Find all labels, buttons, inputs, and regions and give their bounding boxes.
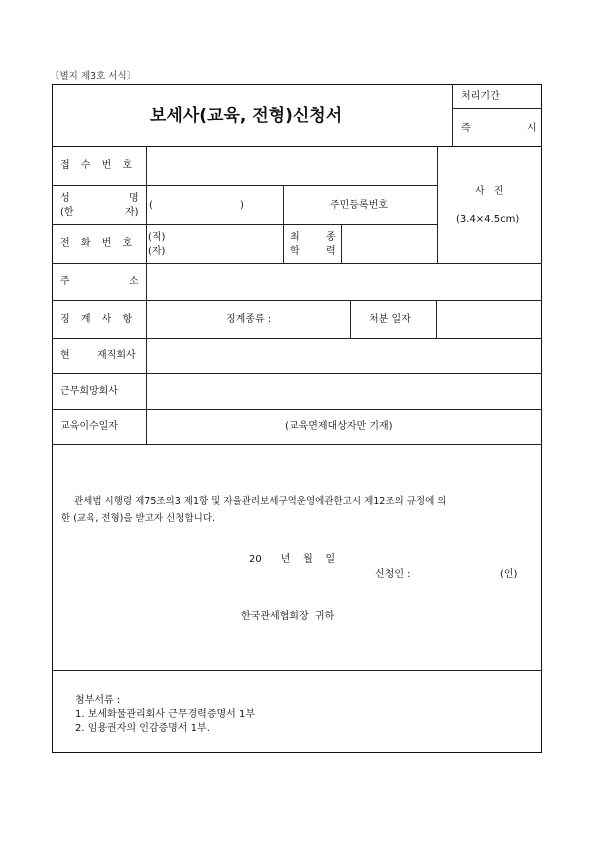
discipline-label: 징 계 사 항 bbox=[60, 314, 137, 325]
phone-label: 전 화 번 호 bbox=[60, 238, 137, 249]
resident-no-label: 주민등록번호 bbox=[330, 200, 388, 211]
statement-line-2: 한 (교육, 전형)을 받고자 신청합니다. bbox=[61, 513, 216, 524]
name-paren-open: ( bbox=[149, 200, 153, 211]
address-label-a: 주 bbox=[60, 276, 70, 287]
current-company-label-a: 현 bbox=[60, 350, 70, 361]
rule-row-7 bbox=[52, 409, 542, 410]
rule-processing-mid bbox=[452, 108, 542, 109]
rule-row-9 bbox=[52, 670, 542, 671]
processing-value-b: 시 bbox=[527, 123, 537, 134]
attachment-item-2: 2. 임용권자의 인감증명서 1부. bbox=[75, 723, 210, 734]
education-label-a1: 최 bbox=[290, 232, 300, 243]
statement-line-1: 관세법 시행령 제75조의3 제1항 및 자율관리보세구역운영에관한고시 제12조의 규정에 의 bbox=[74, 496, 447, 507]
processing-value-a: 즉 bbox=[461, 123, 471, 134]
current-company-label-b: 재직회사 bbox=[97, 350, 136, 361]
address-label-b: 소 bbox=[129, 276, 139, 287]
name-paren-close: ) bbox=[240, 200, 244, 211]
rule-row-8 bbox=[52, 444, 542, 445]
phone-field[interactable] bbox=[170, 225, 282, 262]
disposal-date-label: 처분 일자 bbox=[369, 314, 411, 325]
name-label-d: 자) bbox=[125, 207, 139, 218]
applicant-label: 신청인 : bbox=[375, 569, 411, 580]
address-field[interactable] bbox=[147, 264, 541, 299]
processing-label: 처리기간 bbox=[461, 91, 500, 102]
completion-date-note: (교육면제대상자만 기재) bbox=[285, 421, 393, 432]
education-label-a2: 종 bbox=[326, 232, 336, 243]
receipt-no-field[interactable] bbox=[147, 147, 436, 184]
photo-size: (3.4×4.5cm) bbox=[456, 214, 520, 225]
form-title: 보세사(교육, 전형)신청서 bbox=[150, 106, 343, 126]
disposal-date-field[interactable] bbox=[437, 301, 541, 337]
form-number: 〔별지 제3호 서식〕 bbox=[50, 71, 137, 82]
applicant-signature-field[interactable] bbox=[420, 565, 495, 583]
phone-home-label: (자) bbox=[148, 246, 166, 257]
discipline-type-label: 징계종류 : bbox=[226, 314, 272, 325]
rule-disposal-left bbox=[350, 300, 351, 338]
date-line: 20 년 월 일 bbox=[249, 554, 336, 565]
recipient: 한국관세협회장 귀하 bbox=[241, 611, 335, 622]
rule-resident-left bbox=[283, 185, 284, 263]
receipt-no-label: 접 수 번 호 bbox=[60, 160, 137, 171]
current-company-field[interactable] bbox=[147, 339, 541, 372]
photo-label: 사 진 bbox=[475, 186, 507, 197]
phone-work-label: (직) bbox=[148, 232, 166, 243]
name-label-b: 명 bbox=[129, 193, 139, 204]
education-label-b1: 학 bbox=[290, 246, 300, 257]
photo-box[interactable] bbox=[438, 147, 541, 262]
education-field[interactable] bbox=[342, 225, 436, 262]
completion-date-label: 교육이수일자 bbox=[60, 421, 118, 432]
desired-company-field[interactable] bbox=[147, 374, 541, 408]
attachment-item-1: 1. 보세화물관리회사 근무경력증명서 1부 bbox=[75, 709, 255, 720]
rule-processing-left bbox=[452, 84, 453, 146]
desired-company-label: 근무희망회사 bbox=[60, 386, 118, 397]
name-label-c: (한 bbox=[60, 207, 74, 218]
seal-mark: (인) bbox=[500, 569, 518, 580]
name-field[interactable] bbox=[147, 186, 282, 223]
education-label-b2: 력 bbox=[326, 246, 336, 257]
attachments-heading: 첨부서류 : bbox=[75, 695, 121, 706]
name-label-a: 성 bbox=[60, 193, 70, 204]
